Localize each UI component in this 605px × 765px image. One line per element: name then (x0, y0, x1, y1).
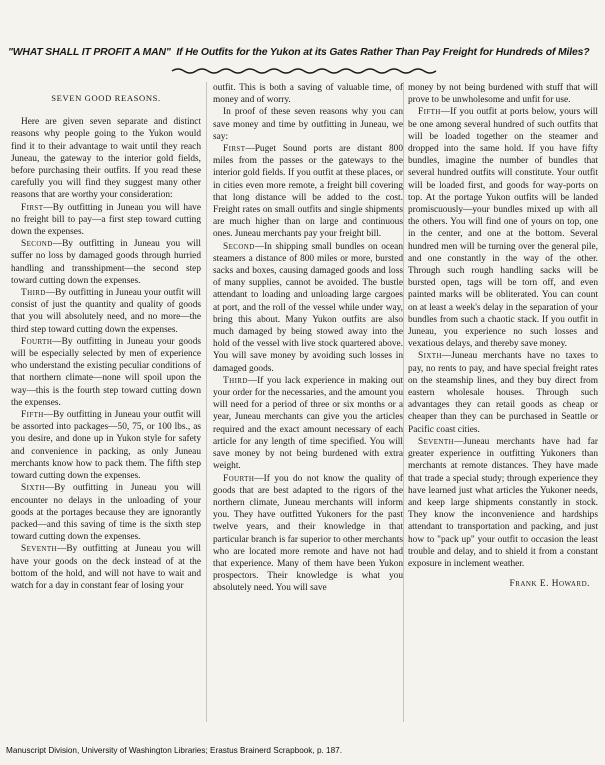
proof-text: —Puget Sound ports are distant 800 miles from the passes or the gateways to the interior gold fields. If you outfit at these places, or in cities even more remote, a freight bill covering that long distance will be added to the cost. Freight rates on small outfits and single shipments are much higher than on large and continuous ones. Juneau merchants pay your freight bill. (213, 144, 403, 240)
reason-text: —By outfitting in Juneau your outfit will be assorted into packages—50, 75, or 100 lbs., as you desire, and done up in Yukon style for safety and convenience in packing, as only Juneau merchants know how to pack them. The fifth step toward cutting down the expenses. (11, 410, 201, 482)
proof-lead: Third (223, 375, 248, 386)
reason-text: —By outfitting in Juneau you will have no freight bill to pay—a first step toward cutting down the expenses. (11, 202, 201, 238)
reason-lead: Second (21, 239, 53, 250)
source-caption: Manuscript Division, University of Washington Libraries; Erastus Brainerd Scrapbook, p. 187. (6, 746, 342, 755)
reason-lead: Seventh (21, 544, 57, 555)
proof-4 (213, 473, 403, 595)
proof-2 (213, 241, 403, 375)
column-2 (213, 82, 403, 595)
proof-5 (408, 106, 598, 350)
column-3 (408, 82, 598, 590)
column-divider (403, 82, 404, 722)
proof-6 (408, 350, 598, 435)
proof-text: —If you lack experience in making out your order for the necessaries, and the amount you will need for a period of three or six months or a year, Juneau merchants can give you the articles required and the exact amount necessary of each article for any length of time specified. You will save money by not being burdened with extra weight. (213, 375, 403, 472)
continued-text: outfit. This is both a saving of valuable time, of money and of worry. (213, 83, 403, 106)
column-1 (11, 82, 201, 592)
reason-lead: Fifth (21, 410, 44, 421)
column-divider (206, 82, 207, 722)
reason-text: —By outfitting in Juneau you will suffer no loss by damaged goods through hurried handling and transshipment—the second step toward cutting down the expenses. (11, 239, 201, 286)
proof-3 (213, 375, 403, 473)
proof-text: —In shipping small bundles on ocean steamers a distance of 800 miles or more, bursted sacks and boxes, causing damaged goods and loss of many supplies, cannot be avoided. The bustle attendant to loading and unloading large cargoes at port, and the roll of the vessel while under way, bring this about. Many Yukon outfits are also much damaged by being stowed away into the hold of the vessel with live stock quartered above. You will save money by avoiding such losses in damaged goods. (213, 241, 403, 374)
reason-7 (11, 543, 201, 592)
reason-4 (11, 336, 201, 409)
reason-lead: First (21, 202, 44, 213)
headline (8, 47, 598, 58)
ornamental-rule (170, 67, 440, 75)
reason-text: —By outfitting in Juneau you will encounter no delays in the unloading of your goods at the portages because they are ignorantly packed—and this saving of time is the sixth step toward cutting down the expenses. (11, 483, 201, 543)
section-heading: SEVEN GOOD REASONS. (51, 93, 161, 103)
reason-2 (11, 238, 201, 287)
continued-text: money by not being burdened with stuff that will prove to be unwholesome and unfit for use. (408, 83, 598, 106)
reason-lead: Fourth (21, 336, 53, 347)
proof-paragraph: In proof of these seven reasons why you can save money and time by outfitting in Juneau, we say: (213, 107, 403, 142)
proof-7 (408, 436, 598, 570)
reason-text: —By outfitting at Juneau you will have your goods on the deck instead of at the bottom of the hold, and will not have to wait and watch for a day in constant fear of losing your (11, 544, 201, 591)
proof-lead: Sixth (418, 351, 442, 362)
headline-rest: If He Outfits for the Yukon at its Gates Rather Than Pay Freight for Hundreds of Miles? (176, 47, 590, 58)
headline-quote: "WHAT SHALL IT PROFIT A MAN" (8, 47, 171, 58)
reason-text: —By outfitting in Juneau your goods will be especially selected by men of experience who understand the existing peculiar conditions of that northern climate—none will spoil upon the way—this is the fourth step toward cutting down the expenses. (11, 336, 201, 408)
proof-lead: Second (223, 241, 255, 252)
intro-paragraph: Here are given seven separate and distinct reasons why people going to the Yukon would find it to their advantage to wait until they reach Juneau, the gateway to the interior gold fields, before purchasing their outfits. If you read these carefully you will find they suggest many other reasons that are worthy your consideration: (11, 117, 201, 201)
proof-lead: Fourth (223, 473, 255, 484)
proof-lead: Seventh (418, 436, 454, 447)
reason-text: —By outfitting in Juneau your outfit will consist of just the quantity and quality of goods that you will absolutely need, and no more—the third step toward cutting down the expenses. (11, 288, 201, 335)
reason-1 (11, 202, 201, 239)
reason-lead: Sixth (21, 483, 45, 494)
reason-3 (11, 287, 201, 336)
reason-5 (11, 409, 201, 482)
proof-lead: First (223, 144, 246, 155)
proof-text: —Juneau merchants have no taxes to pay, no rents to pay, and have special freight rates on the steamship lines, and they buy direct from eastern wholesale houses. Through such advantages they can retail goods as cheap or cheaper than they can be purchased in Seattle or Pacific coast cities. (408, 351, 598, 435)
proof-1 (213, 143, 403, 241)
reason-6 (11, 482, 201, 543)
proof-text: —Juneau merchants have had far greater experience in outfitting Yukoners than merchants at remote distances. They have made that trade a special study; through experience they have learned just what articles the Yukoner needs, and keep large shipments constantly in stock. They know the inconvenience and hardships attendant to transportation and packing, and just how to "pack up" your outfit to occasion the least trouble and delay, and to shield it from a constant exposure in inclement weather. (408, 436, 598, 569)
proof-text: —If you do not know the quality of goods that are best adapted to the rigors of the northern climate, Juneau merchants will inform you. They have outfitted Yukoners for the past twelve years, and their knowledge in that particular branch is far superior to other merchants who are located more remote and have not had that experience. Many of them have been Yukon prospectors. Their knowledge is what you absolutely need. You will save (213, 473, 403, 594)
reason-lead: Third (21, 288, 46, 299)
proof-text: —If you outfit at ports below, yours will be one among several hundred of such outfits that will be loaded together on the steamer and dropped into the same hold. If you have fifty bundles, imagine the number of bundles that several hundred outfits will constitute. Your outfit will be loaded first, and goods for way-ports on top. At the portage Yukon outfits will be landed promiscuously—your bundles mixed up with all the others. You will find one of yours on top, one in the center, and one at the bottom. Several hundred men will be turning over the general pile, and one constantly in the way of the other. Through such rough handling sacks will be bursted open, tags will be torn off, and even painted marks will be obliterated. You can count on at least a week's delay in the separation of your bundles from such a chaotic stack. If you outfit in Juneau, you experience no such losses and vexatious delays, and thereby save money. (408, 107, 598, 350)
proof-lead: Fifth (418, 107, 441, 118)
author-signature: Frank E. Howard. (509, 579, 590, 590)
